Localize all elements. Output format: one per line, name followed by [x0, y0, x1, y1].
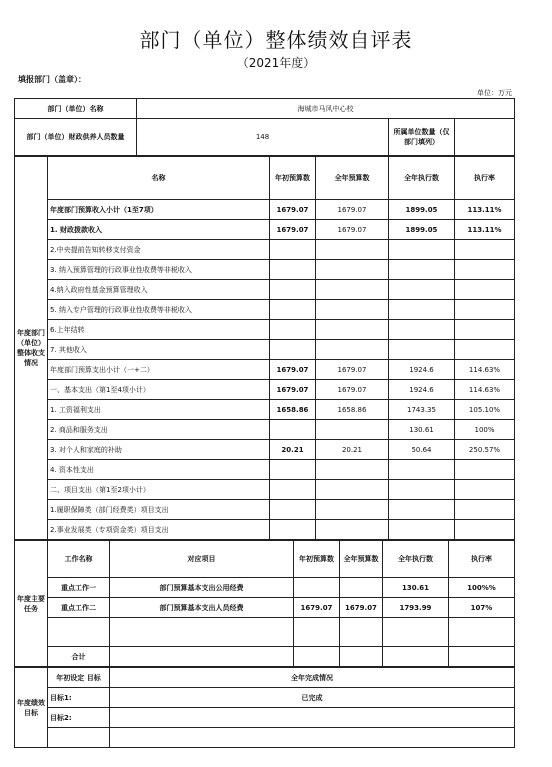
budget-row-executed [389, 320, 455, 340]
budget-row-initial: 1658.86 [270, 400, 316, 420]
task-row-name: 重点工作二 [48, 598, 110, 618]
tasks-table [14, 540, 515, 667]
year-subtitle: （2021年度） [236, 56, 316, 70]
budget-row-rate: 114.63% [455, 380, 515, 400]
budget-row-full-year: 1658.86 [316, 400, 389, 420]
budget-row-name: 4.纳入政府性基金预算管理收入 [48, 280, 270, 300]
budget-row-initial [270, 240, 316, 260]
budget-row-initial [270, 500, 316, 520]
budget-row-full-year [316, 480, 389, 500]
task-total-cell [294, 647, 340, 667]
task-row-rate: 107% [449, 598, 515, 618]
task-total-label: 合计 [48, 647, 110, 667]
budget-row-full-year [316, 260, 389, 280]
table-row [15, 598, 515, 618]
tasks-header-name: 工作名称 [48, 541, 110, 578]
goals-section-label: 年度绩效目标 [15, 668, 48, 748]
budget-row-full-year [316, 500, 389, 520]
task-total-cell [383, 647, 449, 667]
budget-row-executed [389, 240, 455, 260]
budget-row-initial [270, 480, 316, 500]
budget-row-full-year [316, 420, 389, 440]
staff-count-value: 148 [137, 119, 389, 156]
table-row [15, 578, 515, 598]
task-row-executed: 130.61 [383, 578, 449, 598]
budget-row-name: 2.中央提前告知转移支付资金 [48, 240, 270, 260]
task-row-initial: 1679.07 [294, 598, 340, 618]
budget-row-rate: 250.57% [455, 440, 515, 460]
budget-row-initial [270, 340, 316, 360]
task-total-cell [340, 647, 383, 667]
unit-label: 单位：万元 [477, 89, 512, 97]
budget-row-initial [270, 280, 316, 300]
tasks-header-executed: 全年执行数 [383, 541, 449, 578]
budget-table [14, 156, 515, 540]
table-row [15, 400, 515, 420]
budget-row-rate [455, 240, 515, 260]
budget-row-initial [270, 260, 316, 280]
budget-row-full-year: 20.21 [316, 440, 389, 460]
task-empty-cell [294, 618, 340, 647]
goals-table [14, 667, 515, 748]
budget-row-full-year [316, 300, 389, 320]
budget-row-rate: 114.63% [455, 360, 515, 380]
budget-row-name: 1.履职保障类（部门经费类）项目支出 [48, 500, 270, 520]
budget-row-rate: 100% [455, 420, 515, 440]
table-row [15, 618, 515, 647]
task-empty-cell [48, 618, 110, 647]
budget-row-rate: 105.10% [455, 400, 515, 420]
budget-header-name: 名称 [48, 157, 270, 200]
table-row [15, 688, 515, 708]
budget-row-initial [270, 460, 316, 480]
goal-empty-cell [48, 728, 110, 748]
subunit-count-label: 所属单位数量（仅部门填列） [389, 119, 455, 156]
goals-header-done: 全年完成情况 [110, 668, 515, 688]
table-row [15, 220, 515, 240]
budget-row-initial: 1679.07 [270, 220, 316, 240]
budget-row-full-year: 1679.07 [316, 220, 389, 240]
dept-name-value: 海城市马风中心校 [137, 99, 515, 119]
goal-empty-cell [110, 728, 515, 748]
budget-row-initial: 1679.07 [270, 360, 316, 380]
budget-row-name: 3. 对个人和家庭的补助 [48, 440, 270, 460]
table-row [15, 240, 515, 260]
budget-row-executed: 50.64 [389, 440, 455, 460]
budget-row-name: 一、基本支出（第1至4项小计） [48, 380, 270, 400]
budget-row-name: 7. 其他收入 [48, 340, 270, 360]
table-row [15, 708, 515, 728]
budget-row-full-year: 1679.07 [316, 380, 389, 400]
budget-row-executed [389, 460, 455, 480]
table-row [15, 460, 515, 480]
budget-row-full-year: 1679.07 [316, 360, 389, 380]
budget-row-full-year [316, 460, 389, 480]
budget-row-executed: 1899.05 [389, 200, 455, 220]
task-row-name: 重点工作一 [48, 578, 110, 598]
budget-row-full-year [316, 340, 389, 360]
table-row [15, 300, 515, 320]
budget-row-full-year [316, 520, 389, 540]
budget-row-name: 二、项目支出（第1至2项小计） [48, 480, 270, 500]
budget-row-name: 1. 工资福利支出 [48, 400, 270, 420]
budget-row-name: 1. 财政拨款收入 [48, 220, 270, 240]
table-row [15, 260, 515, 280]
task-row-full-year: 1679.07 [340, 598, 383, 618]
budget-row-rate: 113.11% [455, 220, 515, 240]
budget-row-executed [389, 500, 455, 520]
budget-row-rate [455, 520, 515, 540]
budget-row-rate [455, 280, 515, 300]
budget-row-executed: 130.61 [389, 420, 455, 440]
task-total-cell [449, 647, 515, 667]
budget-row-executed: 1924.6 [389, 360, 455, 380]
budget-row-rate [455, 300, 515, 320]
budget-row-rate [455, 460, 515, 480]
tasks-section-label: 年度主要任务 [15, 541, 48, 667]
budget-row-executed [389, 340, 455, 360]
tasks-header-full-year: 全年预算数 [340, 541, 383, 578]
budget-row-executed: 1743.35 [389, 400, 455, 420]
goal-row-label: 目标1: [48, 688, 110, 708]
budget-section-label: 年度部门（单位）整体收支情况 [15, 157, 48, 540]
table-row [15, 500, 515, 520]
task-row-initial [294, 578, 340, 598]
task-row-executed: 1793.99 [383, 598, 449, 618]
task-total-cell [110, 647, 294, 667]
budget-row-executed: 1924.6 [389, 380, 455, 400]
table-row [15, 380, 515, 400]
budget-row-name: 2. 商品和服务支出 [48, 420, 270, 440]
table-row [15, 480, 515, 500]
page-title: 部门（单位）整体绩效自评表 [139, 28, 413, 52]
budget-row-initial [270, 320, 316, 340]
budget-row-rate: 113.11% [455, 200, 515, 220]
budget-header-initial: 年初预算数 [270, 157, 316, 200]
budget-row-full-year: 1679.07 [316, 200, 389, 220]
dept-name-label: 部门（单位）名称 [15, 99, 137, 119]
budget-row-name: 5. 纳入专户管理的行政事业性收费等非税收入 [48, 300, 270, 320]
budget-row-initial [270, 300, 316, 320]
table-row [15, 360, 515, 380]
task-row-full-year [340, 578, 383, 598]
table-row [15, 280, 515, 300]
reporting-dept-label: 填报部门（盖章）： [18, 75, 86, 84]
task-empty-cell [110, 618, 294, 647]
tasks-header-rate: 执行率 [449, 541, 515, 578]
budget-row-name: 年度部门预算支出小计（一+二） [48, 360, 270, 380]
tasks-header-initial: 年初预算数 [294, 541, 340, 578]
staff-count-label: 部门（单位）财政供养人员数量 [15, 119, 137, 156]
table-row [15, 420, 515, 440]
evaluation-table [14, 98, 514, 748]
budget-row-name: 4. 资本性支出 [48, 460, 270, 480]
task-empty-cell [383, 618, 449, 647]
budget-row-name: 3. 纳入预算管理的行政事业性收费等非税收入 [48, 260, 270, 280]
budget-header-full-year: 全年预算数 [316, 157, 389, 200]
goal-row-result [110, 708, 515, 728]
budget-row-full-year [316, 320, 389, 340]
budget-row-rate [455, 260, 515, 280]
budget-row-rate [455, 480, 515, 500]
budget-row-rate [455, 320, 515, 340]
subunit-count-value [455, 119, 515, 156]
task-row-rate: 100%% [449, 578, 515, 598]
table-row [15, 340, 515, 360]
budget-row-name: 年度部门预算收入小计（1至7项） [48, 200, 270, 220]
task-empty-cell [340, 618, 383, 647]
table-row [15, 200, 515, 220]
budget-row-initial: 1679.07 [270, 200, 316, 220]
budget-row-name: 2.事业发展类（专项资金类）项目支出 [48, 520, 270, 540]
budget-row-executed [389, 280, 455, 300]
table-row [15, 520, 515, 540]
info-table [14, 98, 515, 156]
table-row [15, 728, 515, 748]
table-row [15, 440, 515, 460]
budget-row-rate [455, 500, 515, 520]
task-row-item: 部门预算基本支出人员经费 [110, 598, 294, 618]
goal-row-label: 目标2: [48, 708, 110, 728]
budget-row-executed [389, 260, 455, 280]
budget-row-initial: 20.21 [270, 440, 316, 460]
budget-row-executed: 1899.05 [389, 220, 455, 240]
budget-row-executed [389, 300, 455, 320]
budget-header-rate: 执行率 [455, 157, 515, 200]
task-row-item: 部门预算基本支出公用经费 [110, 578, 294, 598]
task-empty-cell [449, 618, 515, 647]
table-row [15, 647, 515, 667]
budget-row-full-year [316, 280, 389, 300]
budget-row-full-year [316, 240, 389, 260]
budget-row-executed [389, 480, 455, 500]
budget-row-initial [270, 520, 316, 540]
goals-header-goal: 年初设定 目标 [48, 668, 110, 688]
budget-row-name: 6.上年结转 [48, 320, 270, 340]
budget-header-executed: 全年执行数 [389, 157, 455, 200]
budget-row-initial: 1679.07 [270, 380, 316, 400]
tasks-header-item: 对应项目 [110, 541, 294, 578]
table-row [15, 320, 515, 340]
budget-row-initial [270, 420, 316, 440]
budget-row-rate [455, 340, 515, 360]
budget-row-executed [389, 520, 455, 540]
goal-row-result: 已完成 [110, 688, 515, 708]
